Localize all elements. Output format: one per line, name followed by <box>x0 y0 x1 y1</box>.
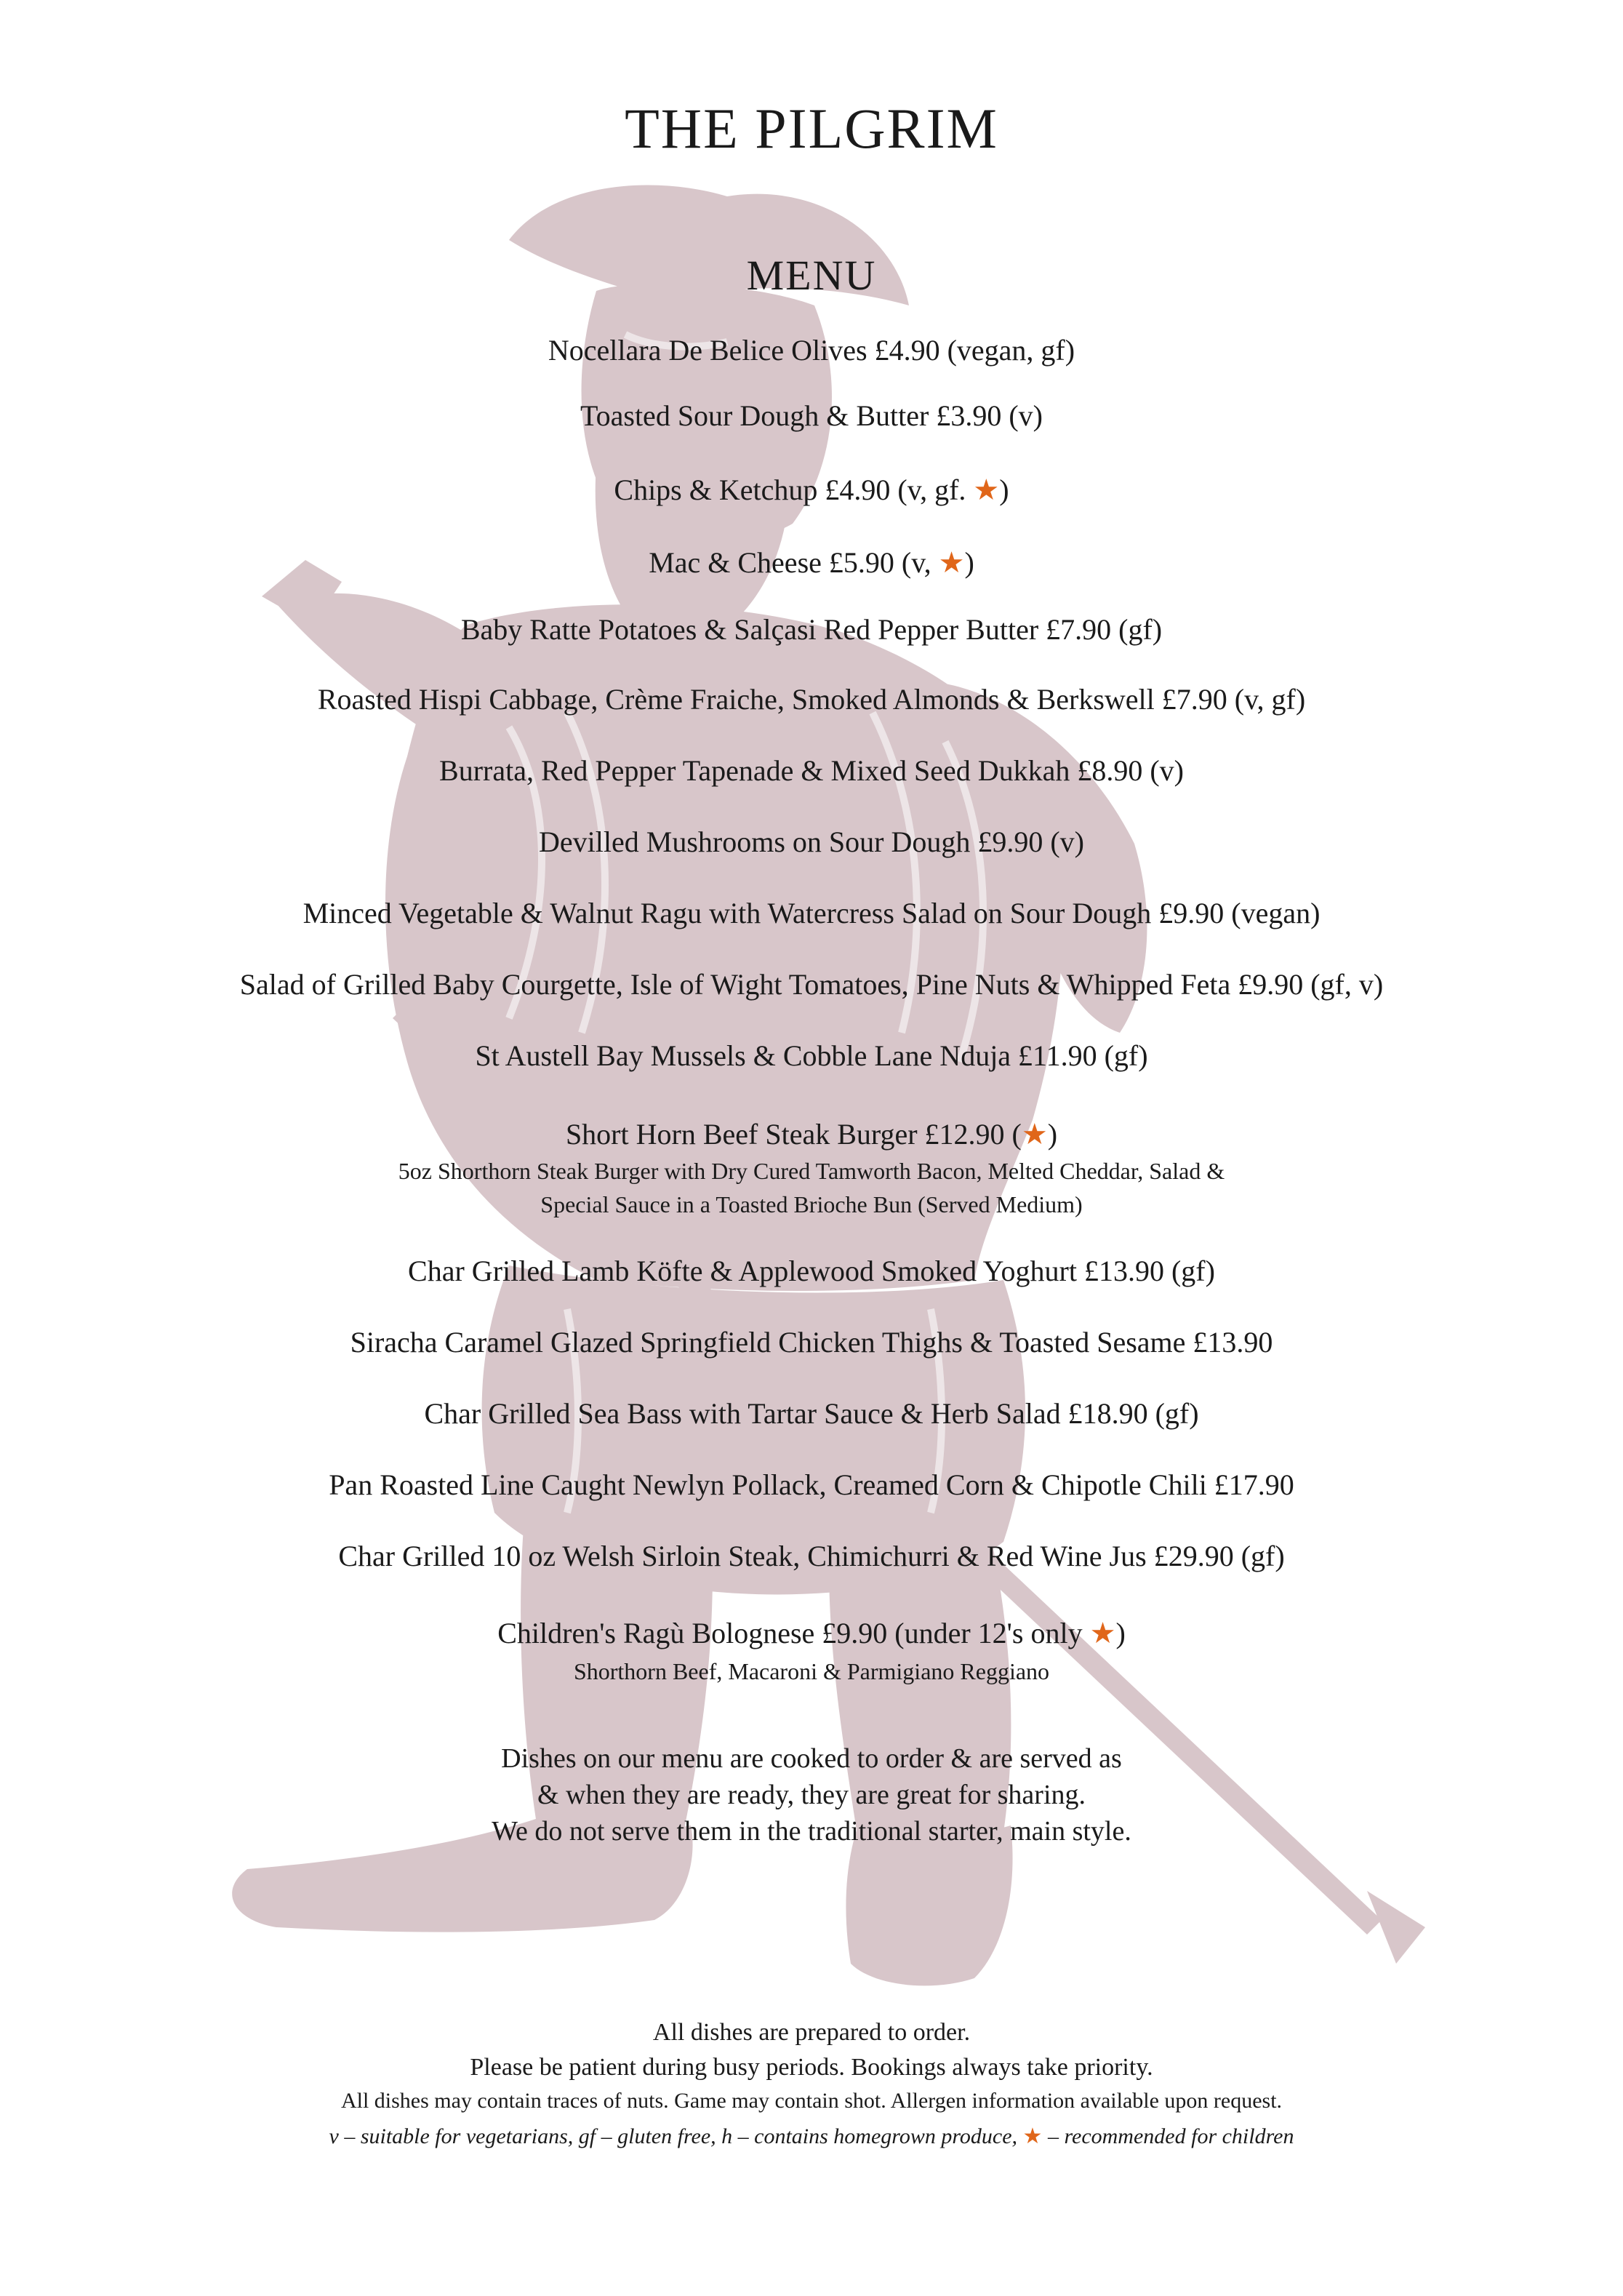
menu-item-text: Char Grilled Lamb Köfte & Applewood Smoked Yoghurt £13.90 (gf) <box>408 1255 1215 1287</box>
menu-item <box>0 399 1623 433</box>
menu-item <box>0 1117 1623 1151</box>
star-icon: ★ <box>1021 1118 1048 1151</box>
menu-item-text: Char Grilled Sea Bass with Tartar Sauce & Herb Salad £18.90 (gf) <box>424 1397 1199 1430</box>
star-icon: ★ <box>938 546 965 579</box>
sharing-note: We do not serve them in the traditional starter, main style. <box>492 1816 1131 1847</box>
menu-item <box>0 825 1623 859</box>
menu-item-suffix: ) <box>999 473 1009 506</box>
star-icon: ★ <box>1022 2124 1043 2148</box>
menu-item <box>0 753 1623 788</box>
legend-text-end: – recommended for children <box>1047 2124 1294 2148</box>
menu-item <box>0 1254 1623 1288</box>
menu-item <box>0 1039 1623 1073</box>
star-icon: ★ <box>973 473 1000 506</box>
sharing-note: & when they are ready, they are great for sharing. <box>537 1780 1086 1810</box>
menu-item-text: Char Grilled 10 oz Welsh Sirloin Steak, Chimichurri & Red Wine Jus £29.90 (gf) <box>338 1540 1285 1572</box>
menu-item-text: Devilled Mushrooms on Sour Dough £9.90 (v) <box>539 825 1084 858</box>
menu-item <box>0 545 1623 580</box>
legend <box>0 2124 1623 2149</box>
menu-item-text: Short Horn Beef Steak Burger £12.90 ( <box>565 1118 1022 1151</box>
sharing-note: Dishes on our menu are cooked to order & are served as <box>501 1743 1122 1774</box>
star-icon: ★ <box>1089 1617 1116 1649</box>
menu-item <box>0 967 1623 1001</box>
menu-item-text: St Austell Bay Mussels & Cobble Lane Nduja £11.90 (gf) <box>475 1039 1148 1072</box>
allergen-note: All dishes may contain traces of nuts. Game may contain shot. Allergen information available upon request. <box>340 2089 1283 2113</box>
menu-item-text: Burrata, Red Pepper Tapenade & Mixed Seed Dukkah £8.90 (v) <box>439 754 1184 787</box>
menu-item <box>0 1539 1623 1573</box>
page-title: THE PILGRIM <box>625 97 998 160</box>
menu-item <box>0 1325 1623 1359</box>
menu-item <box>0 1396 1623 1431</box>
menu-item-suffix: ) <box>1115 1617 1126 1649</box>
menu-item-description: Shorthorn Beef, Macaroni & Parmigiano Reggiano <box>573 1658 1050 1684</box>
menu-item-text: Nocellara De Belice Olives £4.90 (vegan, gf) <box>548 334 1075 367</box>
footer-note: Please be patient during busy periods. Bookings always take priority. <box>470 2054 1153 2081</box>
menu-item <box>0 333 1623 367</box>
menu-item-suffix: ) <box>964 546 974 579</box>
menu-item-text: Siracha Caramel Glazed Springfield Chicken Thighs & Toasted Sesame £13.90 <box>350 1326 1273 1359</box>
menu-item-suffix: ) <box>1047 1118 1058 1151</box>
menu-item-text: Chips & Ketchup £4.90 (v, gf. <box>614 473 966 506</box>
menu-item-description: Special Sauce in a Toasted Brioche Bun (Served Medium) <box>540 1191 1083 1217</box>
menu-item-text: Mac & Cheese £5.90 (v, <box>649 546 931 579</box>
menu-item <box>0 473 1623 507</box>
menu-item-text: Children's Ragù Bolognese £9.90 (under 12's only <box>497 1617 1083 1649</box>
menu-item-text: Roasted Hispi Cabbage, Crème Fraiche, Smoked Almonds & Berkswell £7.90 (v, gf) <box>317 683 1306 716</box>
menu-item-text: Salad of Grilled Baby Courgette, Isle of Wight Tomatoes, Pine Nuts & Whipped Feta £9.90 (gf, v) <box>239 968 1384 1001</box>
footer-note: All dishes are prepared to order. <box>652 2019 971 2046</box>
legend-text: v – suitable for vegetarians, gf – gluten free, h – contains homegrown produce, <box>329 2124 1018 2148</box>
menu-item-text: Baby Ratte Potatoes & Salçasi Red Pepper Butter £7.90 (gf) <box>460 613 1163 646</box>
menu-item <box>0 1616 1623 1650</box>
menu-item-text: Toasted Sour Dough & Butter £3.90 (v) <box>580 399 1043 432</box>
menu-item <box>0 896 1623 930</box>
menu-item-description: 5oz Shorthorn Steak Burger with Dry Cured Tamworth Bacon, Melted Cheddar, Salad & <box>398 1158 1225 1184</box>
menu-heading: MENU <box>746 252 877 299</box>
menu-item <box>0 682 1623 716</box>
menu-item-text: Pan Roasted Line Caught Newlyn Pollack, Creamed Corn & Chipotle Chili £17.90 <box>329 1468 1294 1501</box>
menu-item-text: Minced Vegetable & Walnut Ragu with Watercress Salad on Sour Dough £9.90 (vegan) <box>302 897 1321 929</box>
menu-item <box>0 1468 1623 1502</box>
menu-item <box>0 612 1623 647</box>
